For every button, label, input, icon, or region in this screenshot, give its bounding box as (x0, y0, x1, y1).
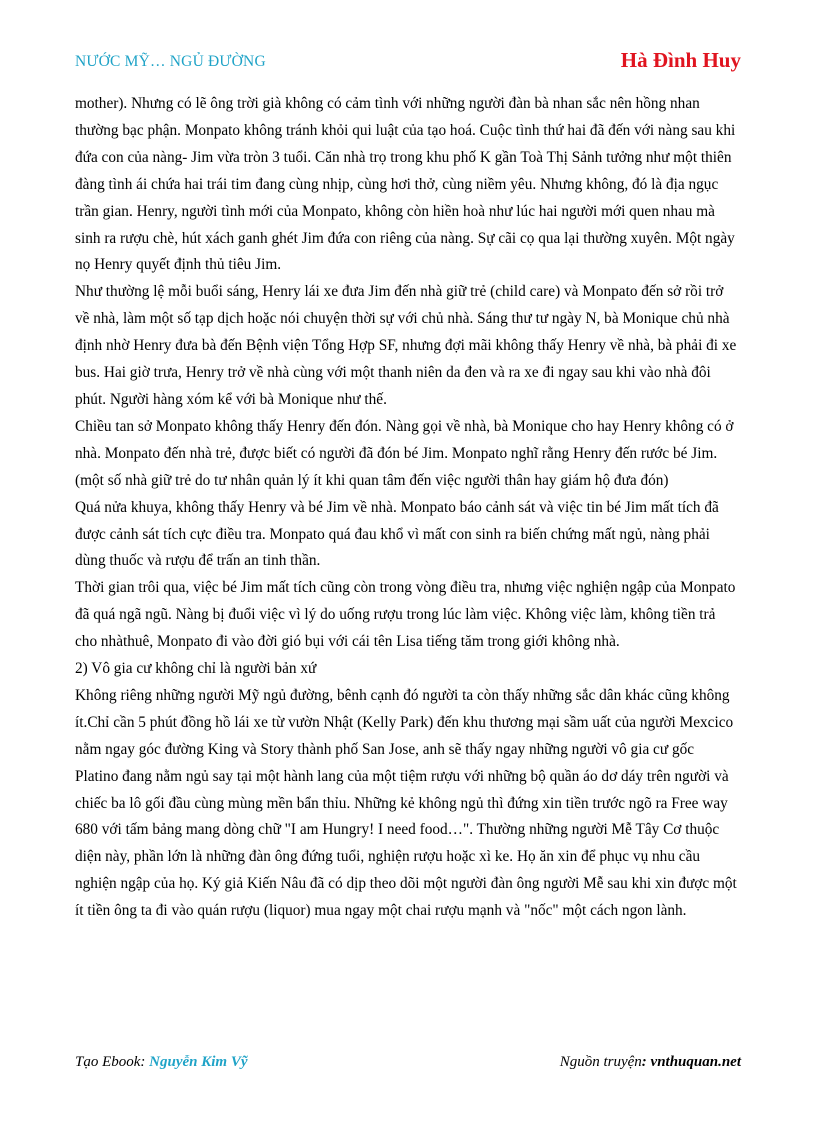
author-name: Hà Đình Huy (620, 48, 741, 72)
paragraph: Quá nửa khuya, không thấy Henry và bé Jim về nhà. Monpato báo cảnh sát và việc tin bé Jim mất tích đã được cảnh sát tích cực điều tra. Monpato quá đau khổ vì mất con sinh ra biến chứng mất ngủ, nàng phải dùng thuốc và rượu để trấn an tinh thần. (75, 498, 719, 570)
paragraph: Không riêng những người Mỹ ngủ đường, bênh cạnh đó người ta còn thấy những sắc dân khác cũng không ít.Chỉ cần 5 phút đồng hồ lái xe từ vườn Nhật (Kelly Park) đến khu thương mại sầm uất của người Mexcico nằm ngay góc đường King và Story thành phố San Jose, anh sẽ thấy ngay những người vô gia cư gốc Platino đang nằm ngủ say tại một hành lang của một tiệm rượu với những bộ quần áo dơ dáy trên người và chiếc ba lô gối đầu cùng mùng mền bẩn thỉu. Những kẻ không ngủ thì đứng xin tiền trước ngõ ra Free way 680 với tấm bảng mang dòng chữ "I am Hungry! I need food…". Thường những người Mễ Tây Cơ thuộc diện này, phần lớn là những đàn ông đứng tuổi, nghiện rượu hoặc xì ke. Họ ăn xin để phục vụ nhu cầu nghiện ngập của họ. Ký giả Kiến Nâu đã có dịp theo dõi một người đàn ông người Mễ sau khi xin được một ít tiền ông ta đi vào quán rượu (liquor) mua ngay một chai rượu mạnh và "nốc" một cách ngon lành. (75, 686, 737, 920)
source-label: Nguồn truyện (559, 1054, 642, 1070)
source-credit: Nguồn truyện: vnthuquan.net (559, 1054, 741, 1070)
ebook-credit: Tạo Ebook: Nguyễn Kim Vỹ (75, 1054, 248, 1070)
book-title: NƯỚC MỸ… NGỦ ĐƯỜNG (75, 53, 266, 70)
section-heading: 2) Vô gia cư không chỉ là người bản xứ (75, 660, 317, 678)
page-header (75, 48, 741, 78)
paragraph: mother). Nhưng có lẽ ông trời già không có cảm tình với những người đàn bà nhan sắc nên hồng nhan thường bạc phận. Monpato không tránh khỏi qui luật của tạo hoá. Cuộc tình thứ hai đã đến với nàng sau khi đứa con của nàng- Jim vừa tròn 3 tuổi. Căn nhà trọ trong khu phố K gần Toà Thị Sảnh tưởng như một thiên đàng tình ái chứa hai trái tim đang cùng nhịp, cùng hơi thở, cùng niềm yêu. Nhưng không, đó là địa ngục trần gian. Henry, người tình mới của Monpato, không còn hiền hoà như lúc hai người mới quen nhau mà sinh ra rượu chè, hút xách ganh ghét Jim đứa con riêng của nàng. Sự cãi cọ qua lại thường xuyên. Một ngày nọ Henry quyết định thủ tiêu Jim. (75, 95, 736, 274)
page-body (75, 91, 741, 925)
page-footer (75, 1054, 741, 1076)
source-site: vnthuquan.net (650, 1054, 741, 1070)
paragraph: Chiều tan sở Monpato không thấy Henry đến đón. Nàng gọi về nhà, bà Monique cho hay Henry không có ở nhà. Monpato đến nhà trẻ, được biết có người đã đón bé Jim. Monpato nghĩ rằng Henry đến rước bé Jim.(một số nhà giữ trẻ do tư nhân quản lý ít khi quan tâm đến việc người thân hay giám hộ đưa đón) (75, 417, 734, 489)
ebook-creator-name: Nguyễn Kim Vỹ (149, 1054, 248, 1070)
paragraph: Như thường lệ mỗi buổi sáng, Henry lái xe đưa Jim đến nhà giữ trẻ (child care) và Monpato đến sở rồi trở về nhà, làm một số tạp dịch hoặc nói chuyện thời sự với chủ nhà. Sáng thư tư ngày N, bà Monique chủ nhà định nhờ Henry đưa bà đến Bệnh viện Tổng Hợp SF, nhưng đợi mãi không thấy Henry về nhà, bà phải đi xe bus. Hai giờ trưa, Henry trở về nhà cùng với một thanh niên da đen và ra xe đi ngay sau khi vào nhà đôi phút. Người hàng xóm kể với bà Monique như thế. (75, 283, 737, 408)
ebook-label: Tạo Ebook (75, 1054, 141, 1070)
paragraph: Thời gian trôi qua, việc bé Jim mất tích cũng còn trong vòng điều tra, nhưng việc nghiện ngập của Monpato đã quá ngã ngũ. Nàng bị đuổi việc vì lý do uống rượu trong lúc làm việc. Không việc làm, không tiền trả cho nhàthuê, Monpato đi vào đời gió bụi với cái tên Lisa tiếng tăm trong giới không nhà. (75, 579, 736, 651)
